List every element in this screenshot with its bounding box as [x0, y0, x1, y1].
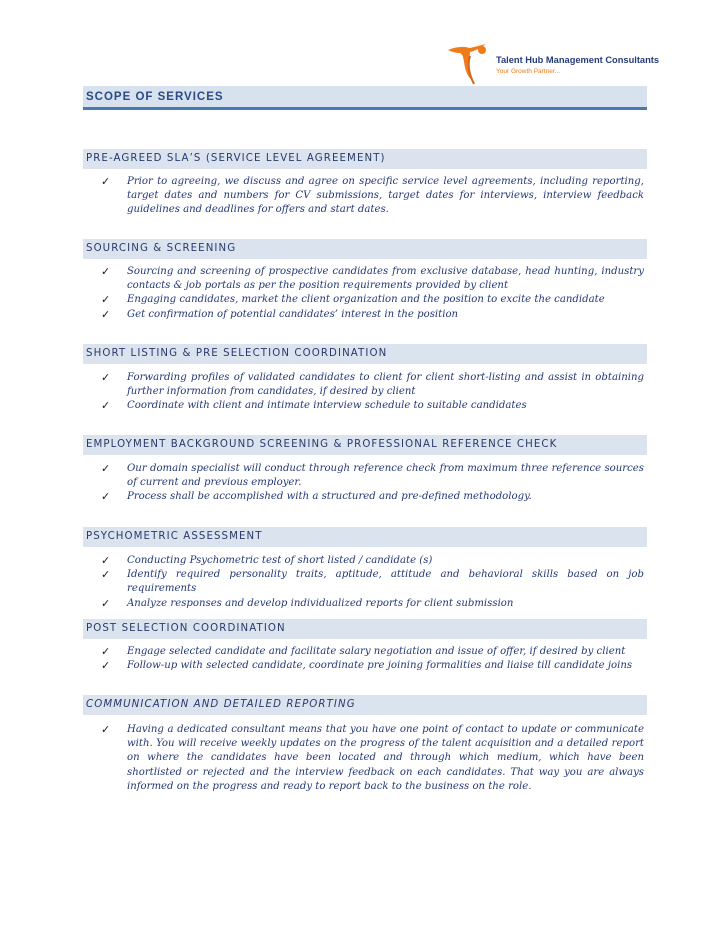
checkmark-icon: ✓: [101, 371, 111, 384]
checkmark-icon: ✓: [101, 659, 111, 673]
section-title: POST SELECTION COORDINATION: [86, 623, 286, 634]
company-tagline: Your Growth Partner...: [496, 68, 561, 75]
checkmark-icon: ✓: [101, 723, 111, 736]
checkmark-icon: ✓: [101, 596, 111, 610]
checkmark-icon: ✓: [101, 265, 111, 278]
list-item: ✓ Identify required personality traits, aptitude, attitude and behavioral skills based on job requirements: [101, 568, 644, 595]
section-list-shortlisting: [101, 371, 644, 414]
list-item: ✓ Forwarding profiles of validated candidates to client for client short-listing and assist in obtaining further information from candidates, if desired by client: [101, 371, 644, 398]
list-item: ✓ Engaging candidates, market the client organization and the position to excite the candidate: [101, 293, 605, 307]
checkmark-icon: ✓: [101, 462, 111, 475]
checkmark-icon: ✓: [101, 490, 111, 504]
list-item: ✓ Analyze responses and develop individualized reports for client submission: [101, 596, 514, 610]
list-item: ✓ Engage selected candidate and facilitate salary negotiation and issue of offer, if desired by client: [101, 645, 626, 658]
page-title-band: [83, 86, 647, 110]
section-header-sourcing: [83, 239, 647, 259]
talent-hub-logo-icon: [446, 42, 494, 88]
section-header-sla: [83, 149, 647, 169]
list-item: ✓ Prior to agreeing, we discuss and agree on specific service level agreements, including reporting, target dates and numbers for CV submissions, target dates for interviews, interview feedback guidelines and deadlines for offers and start dates.: [101, 175, 644, 216]
section-list-reporting: [101, 723, 644, 794]
checkmark-icon: ✓: [101, 554, 111, 567]
section-header-reporting: [83, 695, 647, 715]
section-title: SHORT LISTING & PRE SELECTION COORDINATION: [86, 348, 388, 359]
page-title: SCOPE OF SERVICES: [86, 91, 224, 103]
section-title: EMPLOYMENT BACKGROUND SCREENING & PROFESSIONAL REFERENCE CHECK: [86, 439, 558, 450]
list-item: ✓ Having a dedicated consultant means that you have one point of contact to update or communicate with. You will receive weekly updates on the progress of the talent acquisition and a detailed report on where the candidates have been located and through which medium, which have been shortlisted or rejected and the interview feedback on each candidates. That way you are always informed on the progress and ready to report back to the business on the role.: [101, 723, 644, 792]
company-logo: [446, 42, 660, 88]
section-header-post-selection: [83, 619, 647, 639]
list-item: ✓ Conducting Psychometric test of short listed / candidate (s): [101, 554, 433, 567]
list-item: ✓ Follow-up with selected candidate, coordinate pre joining formalities and liaise till candidate joins: [101, 659, 633, 673]
section-title: COMMUNICATION AND DETAILED REPORTING: [86, 699, 356, 710]
list-item: ✓ Sourcing and screening of prospective candidates from exclusive database, head hunting, industry contacts & job portals as per the position requirements provided by client: [101, 265, 644, 292]
section-header-shortlisting: [83, 344, 647, 364]
section-list-sourcing: [101, 265, 644, 322]
section-title: PRE-AGREED SLA’S (SERVICE LEVEL AGREEMENT): [86, 153, 386, 164]
section-list-post-selection: [101, 645, 644, 673]
section-header-background-check: [83, 435, 647, 455]
company-name: Talent Hub Management Consultants: [496, 55, 660, 65]
checkmark-icon: ✓: [101, 399, 111, 413]
section-title: PSYCHOMETRIC ASSESSMENT: [86, 531, 263, 542]
section-title: SOURCING & SCREENING: [86, 243, 237, 254]
list-item: ✓ Our domain specialist will conduct through reference check from maximum three reference sources of current and previous employer.: [101, 462, 644, 489]
section-list-sla: [101, 175, 644, 218]
list-item: ✓ Process shall be accomplished with a structured and pre-defined methodology.: [101, 490, 532, 504]
list-item: ✓ Coordinate with client and intimate interview schedule to suitable candidates: [101, 399, 527, 413]
section-list-background-check: [101, 462, 644, 505]
checkmark-icon: ✓: [101, 175, 111, 188]
checkmark-icon: ✓: [101, 568, 111, 582]
checkmark-icon: ✓: [101, 307, 111, 321]
checkmark-icon: ✓: [101, 645, 111, 658]
section-header-psychometric: [83, 527, 647, 547]
section-list-psychometric: [101, 554, 644, 611]
list-item: ✓ Get confirmation of potential candidates’ interest in the position: [101, 307, 459, 321]
checkmark-icon: ✓: [101, 293, 111, 307]
